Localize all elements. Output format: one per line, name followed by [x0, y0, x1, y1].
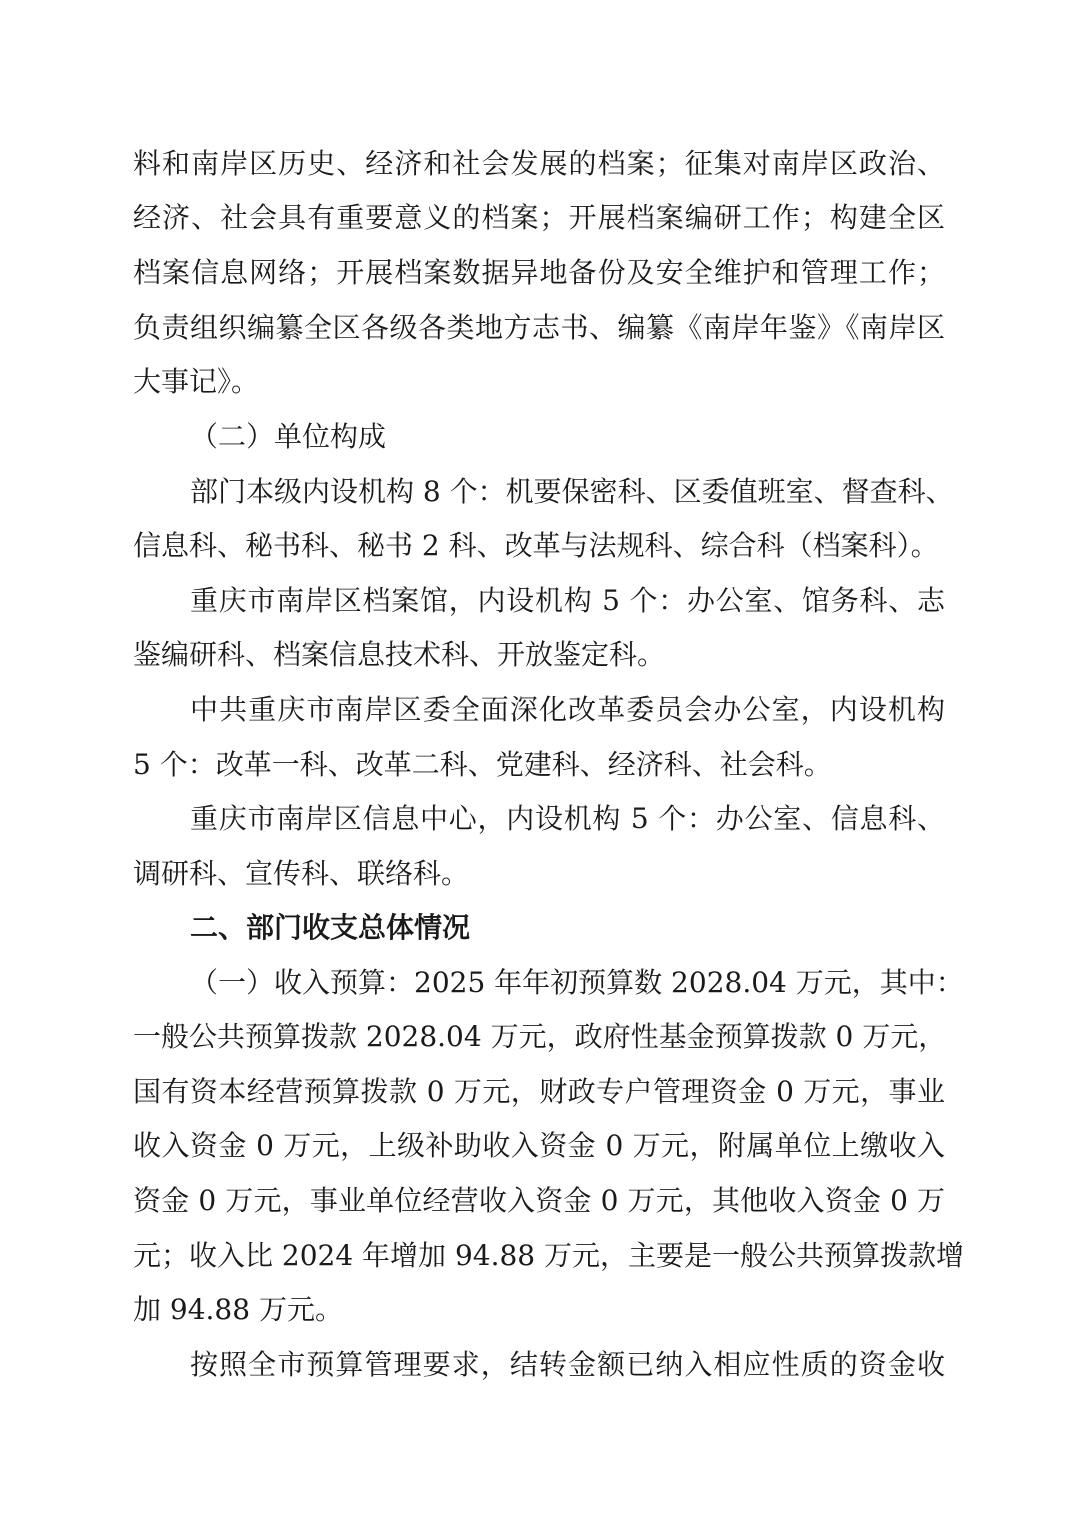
body-text-line: 收入资金 0 万元，上级补助收入资金 0 万元，附属单位上缴收入 — [133, 1129, 945, 1162]
body-text-line: 按照全市预算管理要求，结转金额已纳入相应性质的资金收 — [190, 1348, 945, 1381]
section-subheading: （二）单位构成 — [190, 420, 387, 453]
body-text-line: 元；收入比 2024 年增加 94.88 万元，主要是一般公共预算拨款增 — [133, 1239, 965, 1272]
body-text-line: 经济、社会具有重要意义的档案；开展档案编研工作；构建全区 — [133, 201, 945, 234]
body-text-line: 料和南岸区历史、经济和社会发展的档案；征集对南岸区政治、 — [133, 147, 945, 180]
body-text-line: 调研科、宣传科、联络科。 — [133, 857, 470, 890]
body-text-line: 大事记》。 — [133, 365, 260, 398]
body-text-line: 部门本级内设机构 8 个：机要保密科、区委值班室、督查科、 — [190, 475, 954, 508]
body-text-line: 中共重庆市南岸区委全面深化改革委员会办公室，内设机构 — [190, 693, 945, 726]
body-text-line: 负责组织编纂全区各级各类地方志书、编纂《南岸年鉴》《南岸区 — [133, 311, 945, 344]
body-text-line: 重庆市南岸区信息中心，内设机构 5 个：办公室、信息科、 — [190, 802, 945, 835]
body-text-line: 重庆市南岸区档案馆，内设机构 5 个：办公室、馆务科、志 — [190, 584, 945, 617]
body-text-line: 档案信息网络；开展档案数据异地备份及安全维护和管理工作； — [133, 256, 945, 289]
body-text-line: 加 94.88 万元。 — [133, 1293, 343, 1326]
body-text-line: 5 个：改革一科、改革二科、党建科、经济科、社会科。 — [133, 748, 832, 781]
body-text-line: （一）收入预算：2025 年年初预算数 2028.04 万元，其中： — [190, 966, 964, 999]
body-text-line: 国有资本经营预算拨款 0 万元，财政专户管理资金 0 万元，事业 — [133, 1075, 945, 1108]
section-heading: 二、部门收支总体情况 — [190, 911, 471, 944]
body-text-line: 鉴编研科、档案信息技术科、开放鉴定科。 — [133, 638, 666, 671]
body-text-line: 资金 0 万元，事业单位经营收入资金 0 万元，其他收入资金 0 万 — [133, 1184, 945, 1217]
body-text-line: 信息科、秘书科、秘书 2 科、改革与法规科、综合科（档案科）。 — [133, 529, 939, 562]
body-text-line: 一般公共预算拨款 2028.04 万元，政府性基金预算拨款 0 万元， — [133, 1020, 947, 1053]
